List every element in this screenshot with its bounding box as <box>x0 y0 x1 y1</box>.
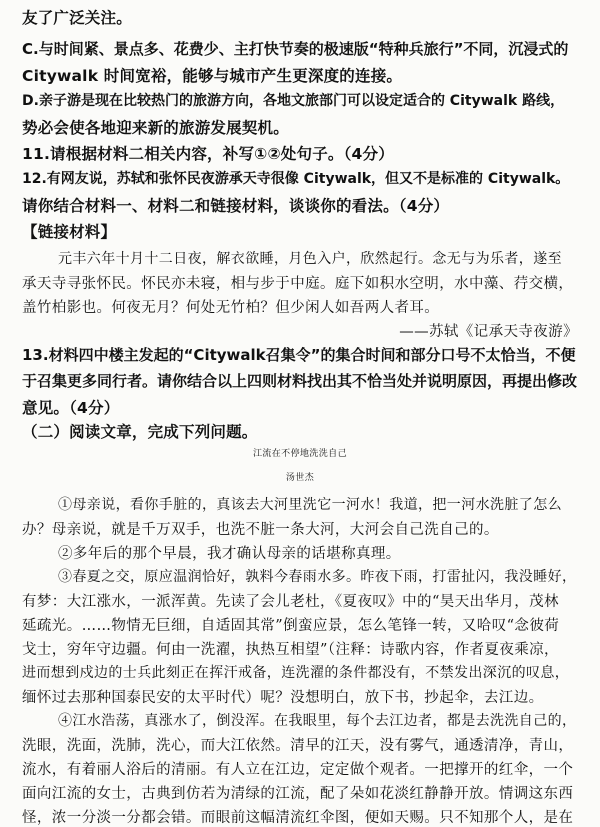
option-c-line: Citywalk 时间宽裕，能够与城市产生更深度的连接。 <box>22 67 403 85</box>
question-11: 11.请根据材料二相关内容，补写①②处句子。（4分） <box>22 145 394 163</box>
paragraph-line: 进而想到戍边的士兵此刻正在挥汗戒备，连洗濯的条件都没有，不禁发出深沉的叹息， <box>22 665 570 681</box>
question-13: 意见。（4分） <box>22 399 120 417</box>
paragraph-line: 流水，有着丽人浴后的清丽。有人立在江边，定定做个观者。一把撑开的红伞，一个 <box>22 762 574 778</box>
classical-text-line: 承天寺寻张怀民。怀民亦未寝，相与步于中庭。庭下如积水空明，水中藻、荇交横， <box>22 276 574 292</box>
paragraph-line: ③春夏之交，原应温润恰好，孰料今春雨水多。昨夜下雨，打雷扯闪，我没睡好， <box>58 569 577 585</box>
paragraph-line: 戈士，穷年守边疆。何由一洗濯，执热互相望”（注释：诗歌内容，作者夏夜乘凉， <box>22 642 559 658</box>
option-c-line: C.与时间紧、景点多、花费少、主打快节奏的极速版“特种兵旅行”不同，沉浸式的 <box>22 40 569 58</box>
article-title: 江流在不停地洗洗自己 <box>252 449 347 459</box>
paragraph-line: ①母亲说，看你手脏的，真该去大河里洗它一河水！我道，把一河水洗脏了怎么 <box>58 497 562 513</box>
link-material-heading: 【链接材料】 <box>22 223 117 241</box>
question-12: 请你结合材料一、材料二和链接材料，谈谈你的看法。（4分） <box>22 197 450 215</box>
paragraph-line: 有梦：大江涨水，一派浑黄。先读了会儿老杜，《夏夜叹》中的“昊天出华月，茂林 <box>22 594 559 610</box>
paragraph-line: 怪，浓一分淡一分都会错。而眼前这幅清流红伞图，便如天赐。只不知那个人，是在 <box>22 810 574 826</box>
classical-text-line: 盖竹柏影也。何夜无月？何处无竹柏？但少闲人如吾两人者耳。 <box>22 300 440 316</box>
paragraph-line: 面向江流的女士，古典到仿若为清绿的江流，配了朵如花淡红静静开放。情调这东西 <box>22 786 574 802</box>
article-author: 汤世杰 <box>285 473 315 483</box>
citation: ——苏轼《记承天寺夜游》 <box>399 324 578 340</box>
question-13: 于召集更多同行者。请你结合以上四则材料找出其不恰当处并说明原因，再提出修改 <box>22 372 578 390</box>
question-13: 13.材料四中楼主发起的“Citywalk召集令”的集合时间和部分口号不太恰当，不便 <box>22 346 576 364</box>
classical-text-line: 元丰六年十月十二日夜，解衣欲睡，月色入户，欣然起行。念无与为乐者，遂至 <box>58 251 562 267</box>
section-heading: （二）阅读文章，完成下列问题。 <box>22 423 258 441</box>
text-line: 友了广泛关注。 <box>22 9 132 27</box>
paragraph-line: 延疏光。……物情无巨细，自适固其常”倒蛮应景，怎么笔锋一转，又哈叹“念彼荷 <box>22 618 560 634</box>
question-12: 12.有网友说，苏轼和张怀民夜游承天寺很像 Citywalk，但又不是标准的 Citywalk。 <box>22 171 570 187</box>
option-d-line: D.亲子游是现在比较热门的旅游方向，各地文旅部门可以设定适合的 Citywalk 路线， <box>22 93 565 109</box>
paragraph-line: ④江水浩荡，真涨水了，倒没浑。在我眼里，每个去江边者，都是去洗洗自己的， <box>58 713 577 729</box>
option-d-line: 势必会使各地迎来新的旅游发展契机。 <box>22 119 289 137</box>
paragraph-line: ②多年后的那个早晨，我才确认母亲的话堪称真理。 <box>58 546 401 562</box>
paragraph-line: 缅怀过去那种国泰民安的太平时代）呢？没想明白，放下书，抄起伞，去江边。 <box>22 690 544 706</box>
paragraph-line: 洗眼，洗面，洗肺，洗心，而大江依然。清早的江天，没有雾气，通透清净，青山， <box>22 738 574 754</box>
paragraph-line: 办？母亲说，就是千万双手，也洗不脏一条大河，大河会自己洗自己的。 <box>22 522 499 538</box>
